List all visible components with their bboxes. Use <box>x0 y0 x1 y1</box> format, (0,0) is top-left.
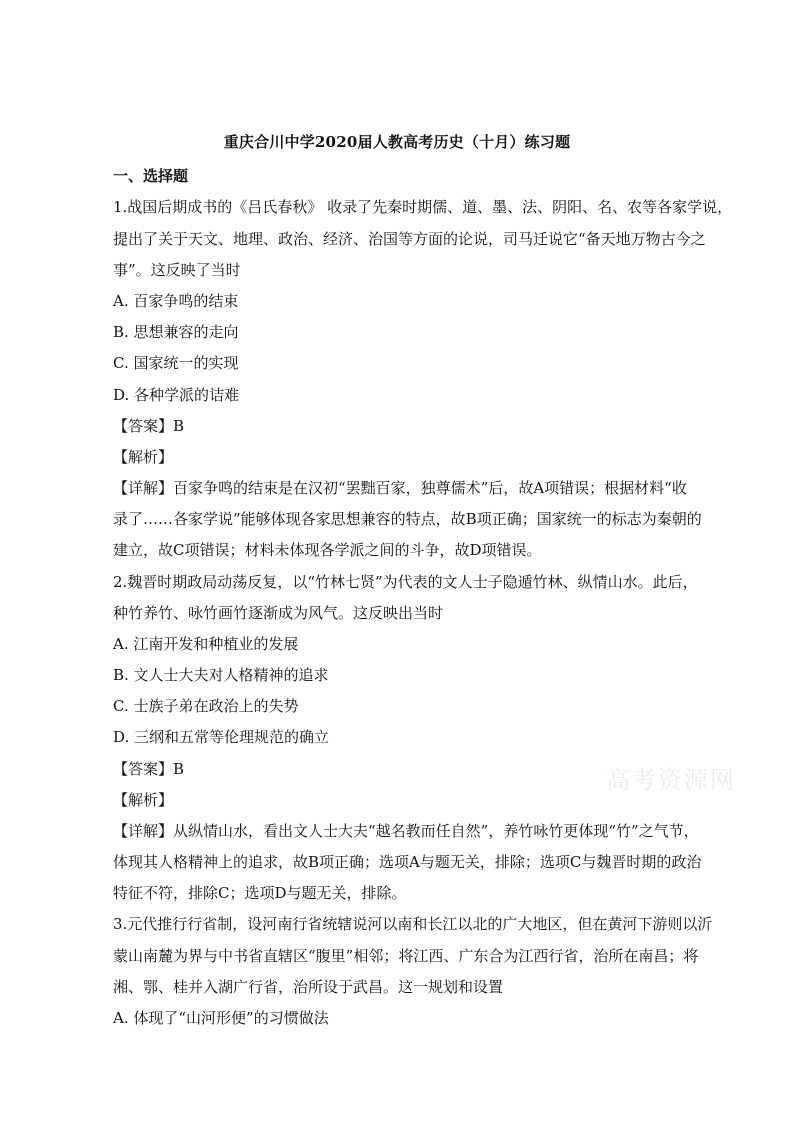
question-text: 湘、鄂、桂并入湖广行省，治所设于武昌。这一规划和设置 <box>113 978 504 996</box>
question-text: 蒙山南麓为界与中书省直辖区“腹里”相邻；将江西、广东合为江西行省，治所在南昌；将 <box>113 947 699 965</box>
question-text: 1.战国后期成书的《吕氏春秋》 收录了先秦时期儒、道、墨、法、阴阳、名、农等各家学说， <box>113 198 733 216</box>
question-text: 2.魏晋时期政局动荡反复，以“竹林七贤”为代表的文人士子隐遁竹林、纵情山水。此后， <box>113 573 698 591</box>
option-d: D. 各种学派的诘难 <box>113 386 240 404</box>
question-text: 事”。这反映了当时 <box>113 261 241 279</box>
option-d: D. 三纲和五常等伦理规范的确立 <box>113 728 330 746</box>
answer-label: 【答案】B <box>113 760 185 778</box>
explanation-text: 【详解】百家争鸣的结束是在汉初“罢黜百家，独尊儒术”后，故A项错误；根据材料“收 <box>113 479 687 497</box>
analysis-label: 【解析】 <box>113 791 174 809</box>
option-b: B. 思想兼容的走向 <box>113 323 239 341</box>
explanation-text: 特征不符，排除C；选项D与题无关，排除。 <box>113 884 407 902</box>
section-heading: 一、选择题 <box>113 167 189 185</box>
option-a: A. 江南开发和种植业的发展 <box>113 635 299 653</box>
explanation-text: 体现其人格精神上的追求，故B项正确；选项A与题无关，排除；选项C与魏晋时期的政治 <box>113 853 702 871</box>
explanation-text: 录了……各家学说”能够体现各家思想兼容的特点，故B项正确；国家统一的标志为秦朝的 <box>113 510 702 528</box>
analysis-label: 【解析】 <box>113 448 174 466</box>
answer-label: 【答案】B <box>113 417 185 435</box>
option-c: C. 士族子弟在政治上的失势 <box>113 697 299 715</box>
question-text: 提出了关于天文、地理、政治、经济、治国等方面的论说，司马迁说它“备天地万物古今之 <box>113 230 706 248</box>
watermark: 高考资源网 <box>606 766 736 794</box>
option-a: A. 体现了“山河形便”的习惯做法 <box>113 1009 329 1027</box>
explanation-text: 【详解】从纵情山水，看出文人士大夫“越名教而任自然”，养竹咏竹更体现“竹”之气节， <box>113 822 699 840</box>
option-c: C. 国家统一的实现 <box>113 354 239 372</box>
question-text: 种竹养竹、咏竹画竹逐渐成为风气。这反映出当时 <box>113 604 444 622</box>
explanation-text: 建立，故C项错误；材料未体现各学派之间的斗争，故D项错误。 <box>113 541 542 559</box>
question-text: 3.元代推行行省制，设河南行省统辖说河以南和长江以北的广大地区，但在黄河下游则以沂 <box>113 915 713 933</box>
option-b: B. 文人士大夫对人格精神的追求 <box>113 666 329 684</box>
option-a: A. 百家争鸣的结束 <box>113 292 239 310</box>
page-title: 重庆合川中学2020届人教高考历史（十月）练习题 <box>223 133 571 151</box>
